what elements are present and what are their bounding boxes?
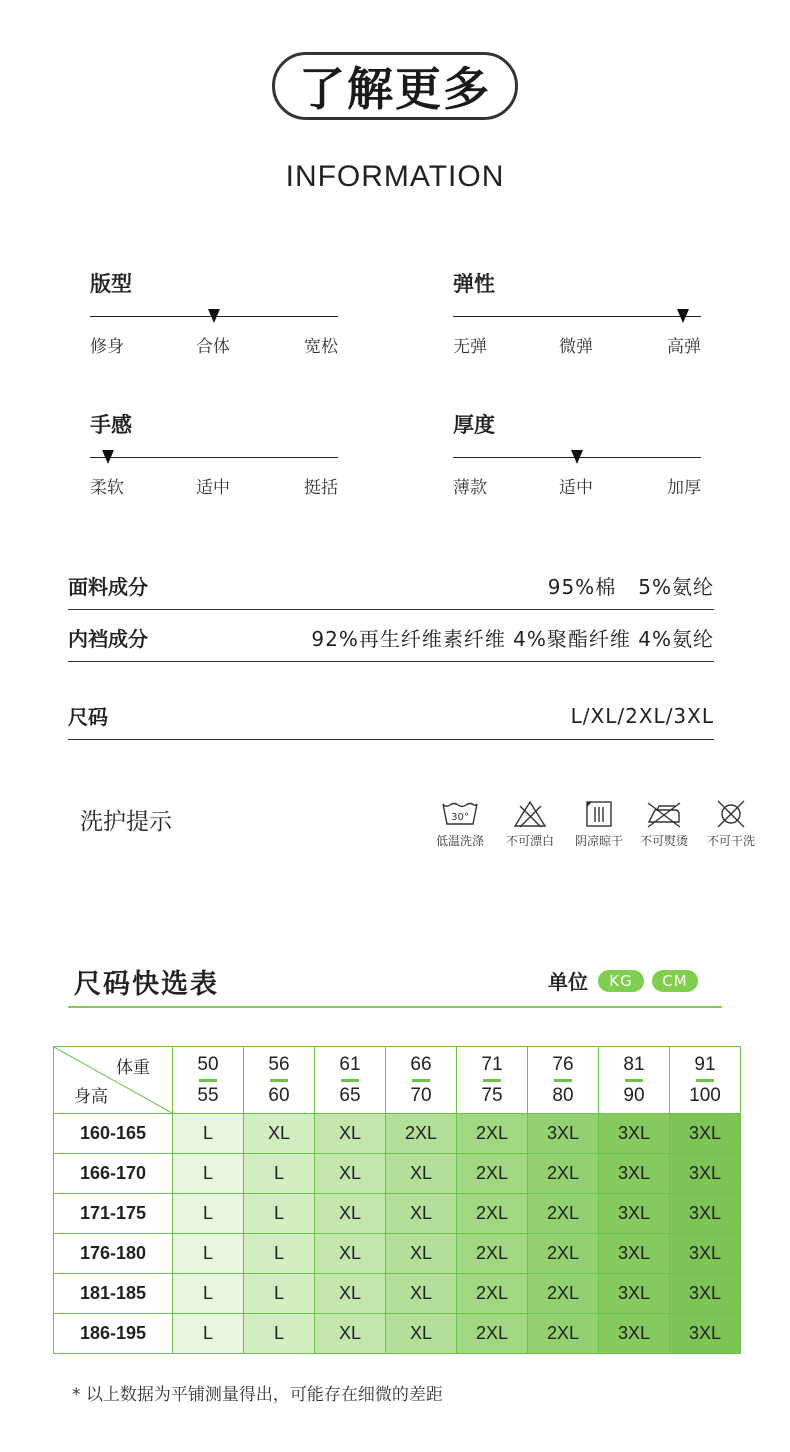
attribute-option: 挺括: [304, 478, 338, 498]
size-cell: XL: [315, 1274, 386, 1314]
table-row: [54, 1114, 741, 1154]
weight-min: 56: [268, 1053, 290, 1075]
weight-max: 100: [689, 1084, 721, 1106]
weight-header-cell: [244, 1047, 315, 1114]
size-cell: XL: [315, 1114, 386, 1154]
size-chart-table: [53, 1046, 741, 1354]
attribute-option: 修身: [90, 337, 124, 357]
unit-badge-cm: CM: [652, 970, 698, 992]
attribute-option: 适中: [196, 478, 230, 498]
wash-temp-text: 30°: [451, 812, 469, 823]
size-cell: 3XL: [670, 1114, 741, 1154]
weight-min: 76: [552, 1053, 574, 1075]
table-row: [54, 1154, 741, 1194]
attribute-option: 加厚: [667, 478, 701, 498]
weight-min: 61: [339, 1053, 361, 1075]
care-item-no-bleach: [494, 800, 566, 849]
size-cell: 2XL: [457, 1114, 528, 1154]
footnote: * 以上数据为平铺测量得出，可能存在细微的差距: [72, 1385, 443, 1405]
attribute-option: 合体: [196, 337, 230, 357]
table-row: [54, 1234, 741, 1274]
size-cell: 2XL: [528, 1194, 599, 1234]
weight-max: 60: [268, 1084, 290, 1106]
attribute-name: 厚度: [453, 413, 495, 437]
size-cell: L: [244, 1194, 315, 1234]
size-cell: 2XL: [528, 1154, 599, 1194]
weight-header-cell: [599, 1047, 670, 1114]
care-item-line-dry-shade: [563, 800, 635, 849]
attribute-option: 微弹: [559, 337, 593, 357]
weight-max: 55: [197, 1084, 219, 1106]
size-cell: L: [173, 1154, 244, 1194]
size-cell: 2XL: [457, 1194, 528, 1234]
size-cell: 2XL: [528, 1274, 599, 1314]
size-cell: 3XL: [599, 1274, 670, 1314]
spec-sizes: [68, 692, 714, 740]
care-item-no-iron: [628, 800, 700, 849]
size-cell: XL: [386, 1314, 457, 1354]
no-iron-icon: [645, 800, 683, 828]
weight-header-cell: [173, 1047, 244, 1114]
table-row: [54, 1314, 741, 1354]
height-range-cell: 176-180: [54, 1234, 173, 1274]
attribute-option: 适中: [559, 478, 593, 498]
attribute-option: 无弹: [453, 337, 487, 357]
attribute-scale: [453, 306, 701, 328]
weight-max: 80: [552, 1084, 574, 1106]
weight-max: 75: [481, 1084, 503, 1106]
page-subtitle: INFORMATION: [285, 160, 505, 193]
size-cell: 2XL: [386, 1114, 457, 1154]
spec-lining: [68, 614, 714, 662]
attribute-option: 宽松: [304, 337, 338, 357]
weight-max: 65: [339, 1084, 361, 1106]
height-range-cell: 186-195: [54, 1314, 173, 1354]
marker-icon: [101, 449, 115, 465]
height-range-cell: 181-185: [54, 1274, 173, 1314]
spec-value: 95%棉 5%氨纶: [547, 575, 714, 599]
attribute-thickness: [453, 409, 701, 497]
size-cell: 3XL: [670, 1154, 741, 1194]
care-item-low-temp-wash: [424, 800, 496, 849]
spec-label: 内裆成分: [68, 627, 148, 651]
attribute-scale: [90, 306, 338, 328]
care-label: 不可漂白: [505, 834, 554, 848]
table-corner-cell: [54, 1047, 173, 1114]
spec-value: 92%再生纤维素纤维 4%聚酯纤维 4%氨纶: [311, 627, 714, 651]
weight-min: 81: [623, 1053, 645, 1075]
size-cell: L: [173, 1114, 244, 1154]
care-label: 不可干洗: [706, 834, 755, 848]
divider: [68, 1006, 722, 1008]
weight-header-cell: [315, 1047, 386, 1114]
table-header-row: [54, 1047, 741, 1114]
marker-icon: [676, 308, 690, 324]
table-row: [54, 1274, 741, 1314]
attribute-option: 柔软: [90, 478, 124, 498]
attribute-hand-feel: [90, 409, 338, 497]
size-cell: 3XL: [670, 1274, 741, 1314]
weight-max: 70: [410, 1084, 432, 1106]
size-cell: L: [244, 1314, 315, 1354]
size-cell: 3XL: [528, 1114, 599, 1154]
size-cell: 2XL: [457, 1234, 528, 1274]
size-cell: L: [173, 1274, 244, 1314]
size-cell: 3XL: [599, 1154, 670, 1194]
height-range-cell: 166-170: [54, 1154, 173, 1194]
size-cell: 3XL: [670, 1314, 741, 1354]
size-cell: 3XL: [599, 1194, 670, 1234]
page-title: 了解更多: [272, 52, 518, 120]
attribute-option: 薄款: [453, 478, 487, 498]
table-row: [54, 1194, 741, 1234]
spec-label: 面料成分: [68, 575, 148, 599]
size-cell: L: [244, 1154, 315, 1194]
wash-30-icon: [441, 800, 479, 828]
weight-min: 71: [481, 1053, 503, 1075]
line-dry-shade-icon: [580, 800, 618, 828]
weight-header-cell: [457, 1047, 528, 1114]
size-cell: 2XL: [528, 1314, 599, 1354]
size-cell: 2XL: [528, 1234, 599, 1274]
size-cell: L: [244, 1234, 315, 1274]
size-cell: 3XL: [599, 1314, 670, 1354]
weight-header-cell: [528, 1047, 599, 1114]
diagonal-divider: [54, 1047, 172, 1113]
size-cell: XL: [315, 1314, 386, 1354]
size-cell: XL: [386, 1194, 457, 1234]
size-cell: XL: [315, 1194, 386, 1234]
size-cell: L: [173, 1194, 244, 1234]
size-cell: XL: [386, 1274, 457, 1314]
attribute-scale: [453, 447, 701, 469]
size-cell: 3XL: [670, 1194, 741, 1234]
size-cell: XL: [386, 1234, 457, 1274]
unit-indicator: [548, 966, 706, 995]
care-label: 阴凉晾干: [574, 834, 623, 848]
size-cell: 2XL: [457, 1154, 528, 1194]
marker-icon: [207, 308, 221, 324]
size-chart-title: 尺码快选表: [74, 969, 219, 1000]
unit-label: 单位: [548, 970, 588, 994]
marker-icon: [570, 449, 584, 465]
weight-header-cell: [670, 1047, 741, 1114]
size-chart-body: [54, 1114, 741, 1354]
care-label: 低温洗涤: [435, 834, 484, 848]
weight-min: 91: [694, 1053, 716, 1075]
size-cell: 2XL: [457, 1314, 528, 1354]
attribute-option: 高弹: [667, 337, 701, 357]
care-title: 洗护提示: [80, 809, 172, 835]
corner-weight-label: 体重: [116, 1058, 150, 1077]
size-cell: 2XL: [457, 1274, 528, 1314]
attribute-fit: [90, 268, 338, 356]
height-range-cell: 171-175: [54, 1194, 173, 1234]
weight-header-cell: [386, 1047, 457, 1114]
height-range-cell: 160-165: [54, 1114, 173, 1154]
care-label: 不可熨烫: [639, 834, 688, 848]
attribute-elasticity: [453, 268, 701, 356]
spec-fabric: [68, 562, 714, 610]
attribute-scale: [90, 447, 338, 469]
unit-badge-kg: KG: [598, 970, 644, 992]
size-cell: 3XL: [599, 1114, 670, 1154]
size-cell: 3XL: [599, 1234, 670, 1274]
no-bleach-icon: [511, 800, 549, 828]
attribute-name: 手感: [90, 413, 132, 437]
spec-label: 尺码: [68, 705, 108, 729]
size-cell: XL: [315, 1234, 386, 1274]
size-cell: L: [173, 1234, 244, 1274]
size-cell: L: [173, 1314, 244, 1354]
weight-min: 66: [410, 1053, 432, 1075]
size-cell: XL: [315, 1154, 386, 1194]
care-item-no-dry-clean: [695, 800, 767, 849]
size-cell: XL: [244, 1114, 315, 1154]
weight-max: 90: [623, 1084, 645, 1106]
spec-value: L/XL/2XL/3XL: [570, 703, 714, 728]
size-cell: XL: [386, 1154, 457, 1194]
size-cell: L: [244, 1274, 315, 1314]
attribute-name: 弹性: [453, 272, 495, 296]
attribute-name: 版型: [90, 272, 132, 296]
weight-min: 50: [197, 1053, 219, 1075]
no-dry-clean-icon: [712, 800, 750, 828]
corner-height-label: 身高: [74, 1087, 108, 1106]
size-cell: 3XL: [670, 1234, 741, 1274]
